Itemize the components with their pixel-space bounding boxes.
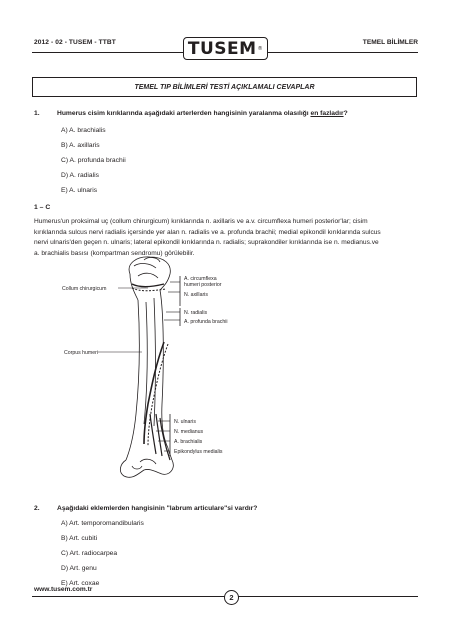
question-1-text-main: Humerus cisim kırıklarında aşağıdaki arterlerden hangisinin yaralanma olasılığı (57, 110, 311, 117)
label-epikondylus-medialis: Epikondylus medialis (174, 449, 223, 455)
explanation-line: nervi ulnaris'den geçen n. ulnaris; lateral epikondil kırıklarında n. radialis; suprakondiler kırıklarında ise n. medianus.ve (34, 239, 379, 247)
explanation-line: Humerus'un proksimal uç (collum chirurgicum) kırıklarında n. axillaris ve a.v. circumflexa humeri posterior'lar; cisim (34, 218, 368, 225)
question-1-emphasis: en fazladır (310, 110, 344, 117)
explanation-line: kırıklarında sulcus nervi radialis içersinde yer alan n. radialis ve a. profunda brachii; medial epikondil kırıklarında sulcus (34, 228, 381, 236)
label-collum-chirurgicum: Collum chirurgicum (62, 286, 107, 292)
label-n-radialis: N. radialis (184, 310, 208, 316)
question-2-option-b: B) Art. cubiti (61, 535, 98, 542)
footer-url[interactable]: www.tusem.com.tr (34, 586, 93, 593)
question-1-option-c: C) A. profunda brachii (61, 157, 126, 164)
explanation-line: a. brachialis basısı (kompartman sendromu) görülebilir. (34, 249, 195, 257)
page-title-box (32, 77, 417, 97)
page-number: 2 (224, 590, 239, 605)
question-1-option-e: E) A. ulnaris (61, 187, 98, 194)
answer-1: 1 – C (34, 204, 51, 211)
question-1-option-a: A) A. brachialis (61, 127, 106, 134)
question-2-text: Aşağıdaki eklemlerden hangisinin "labrum articulare"si vardır? (57, 505, 258, 512)
header-section-title: TEMEL BİLİMLER (362, 39, 418, 46)
logo-text: TUSEM (187, 38, 257, 59)
logo-registered-mark: ® (257, 45, 264, 52)
question-2-option-e: E) Art. coxae (61, 580, 100, 587)
question-2-option-d: D) Art. genu (61, 565, 97, 572)
question-1-option-d: D) A. radialis (61, 172, 99, 179)
label-a-profunda-brachii: A. profunda brachii (184, 319, 228, 325)
label-n-medianus: N. medianus (174, 429, 204, 435)
question-1-text-end: ? (343, 110, 348, 117)
question-2-number: 2. (34, 505, 40, 512)
question-1-option-b: B) A. axillaris (61, 142, 100, 149)
tusem-logo (183, 37, 268, 60)
question-1-number: 1. (34, 110, 40, 117)
question-2-option-a: A) Art. temporomandibularis (61, 520, 144, 527)
label-a-brachialis: A. brachialis (174, 439, 203, 445)
label-circumflexa-line1: A. circumflexa (184, 276, 217, 282)
page-title: TEMEL TIP BİLİMLERİ TESTİ AÇIKLAMALI CEVAPLAR (134, 83, 315, 91)
question-1-text (57, 110, 348, 117)
label-n-axillaris: N. axillaris (184, 292, 208, 298)
humerus-figure (60, 254, 300, 492)
header-exam-code: 2012 - 02 - TUSEM - TTBT (34, 39, 116, 46)
question-2-option-c: C) Art. radiocarpea (61, 550, 118, 557)
label-corpus-humeri: Corpus humeri (64, 350, 99, 356)
label-n-ulnaris: N. ulnaris (174, 419, 196, 425)
label-circumflexa-line2: humeri posterior (184, 282, 222, 288)
